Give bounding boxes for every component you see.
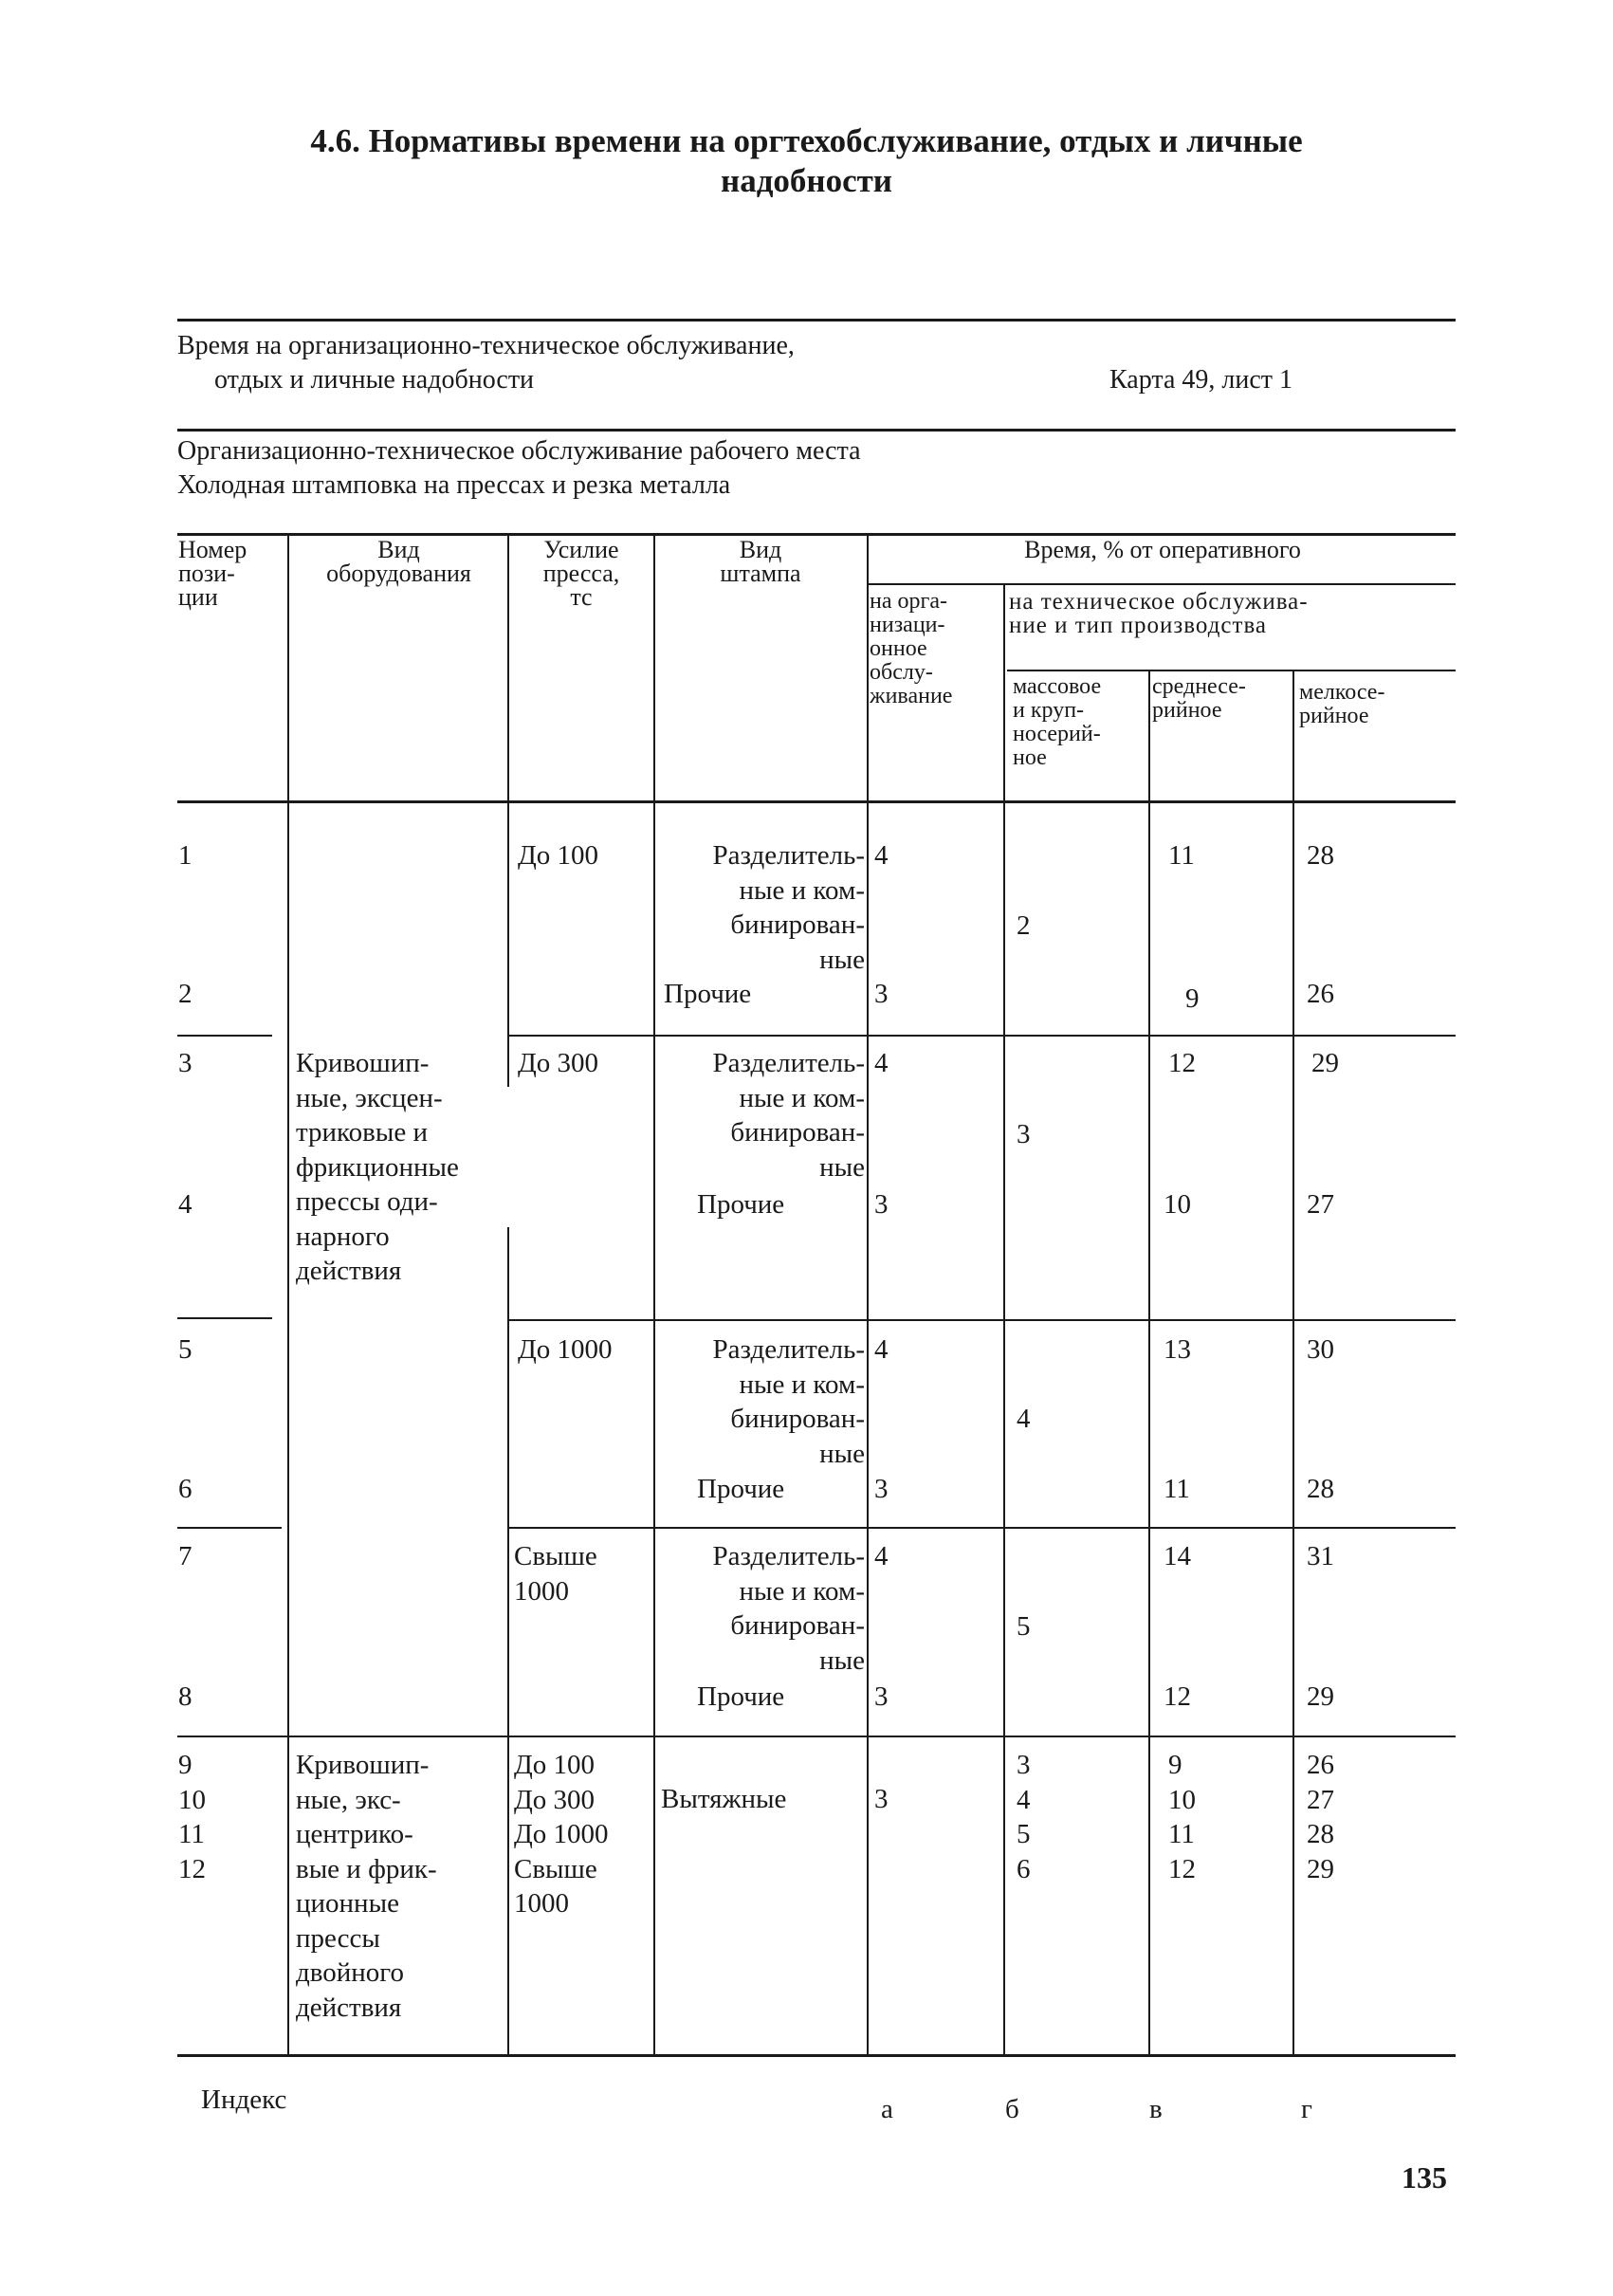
- die-2: Прочие: [664, 979, 752, 1009]
- header-bottom-rule: [177, 800, 1456, 803]
- die-6: Прочие: [697, 1474, 785, 1504]
- row-separator-pos: [177, 1317, 272, 1319]
- small-8: 29: [1307, 1681, 1334, 1712]
- index-label: Индекс: [201, 2085, 287, 2115]
- position-7: 7: [178, 1541, 192, 1571]
- page-title-line1: 4.6. Нормативы времени на оргтехобслуживание, отдых и личные: [310, 122, 1303, 159]
- column-line: [507, 533, 509, 1087]
- row-separator: [507, 1527, 1456, 1529]
- small-9-12: 26 27 28 29: [1307, 1750, 1334, 1884]
- medium-3: 12: [1168, 1048, 1196, 1078]
- medium-2: 9: [1185, 983, 1200, 1014]
- org-5: 4: [874, 1334, 889, 1365]
- org-9-12: 3: [874, 1784, 889, 1814]
- column-line: [653, 533, 655, 2054]
- org-2: 3: [874, 979, 889, 1009]
- time-subheader-rule: [867, 583, 1456, 585]
- column-line: [1148, 670, 1150, 2054]
- row-separator-pos: [177, 1035, 272, 1037]
- header-org-service: на орга- низаци- онное обслу- живание: [870, 589, 953, 708]
- org-8: 3: [874, 1681, 889, 1712]
- page-title: [0, 121, 1613, 201]
- org-1: 4: [874, 840, 889, 871]
- row-separator: [507, 1319, 1456, 1321]
- position-4: 4: [178, 1189, 192, 1220]
- org-3: 4: [874, 1048, 889, 1078]
- page-number: 135: [1402, 2160, 1447, 2195]
- page-title-line2: надобности: [721, 162, 892, 199]
- position-3: 3: [178, 1048, 192, 1078]
- card-subtitle-line2: Холодная штамповка на прессах и резка металла: [177, 470, 731, 500]
- medium-7: 14: [1164, 1541, 1191, 1571]
- die-7: Разделитель- ные и ком- бинирован- ные: [712, 1541, 865, 1676]
- small-7: 31: [1307, 1541, 1334, 1571]
- header-die: Вид штампа: [720, 536, 801, 587]
- small-5: 30: [1307, 1334, 1334, 1365]
- production-type-rule: [1007, 670, 1456, 671]
- die-8: Прочие: [697, 1681, 785, 1712]
- position-6: 6: [178, 1474, 192, 1504]
- small-6: 28: [1307, 1474, 1334, 1504]
- row-separator: [177, 1736, 1456, 1737]
- position-8: 8: [178, 1681, 192, 1712]
- forces-9-12: До 100 До 300 До 1000 Свыше 1000: [514, 1750, 609, 1919]
- org-4: 3: [874, 1189, 889, 1220]
- index-b: б: [1005, 2094, 1019, 2124]
- header-small-production: мелкосе- рийное: [1299, 680, 1385, 728]
- die-5: Разделитель- ные и ком- бинирован- ные: [712, 1334, 865, 1469]
- medium-4: 10: [1164, 1189, 1191, 1220]
- card-heading-rule: [177, 429, 1456, 432]
- position-1: 1: [178, 840, 192, 871]
- die-1: Разделитель- ные и ком- бинирован- ные: [712, 840, 865, 975]
- card-heading-line2: отдых и личные надобности: [214, 365, 535, 395]
- column-line: [867, 533, 869, 2054]
- mass-1-2: 2: [1017, 910, 1031, 941]
- small-1: 28: [1307, 840, 1334, 871]
- column-line: [507, 1227, 509, 2054]
- card-top-rule: [177, 319, 1456, 321]
- force-3: До 300: [518, 1048, 599, 1078]
- row-separator-pos: [177, 1527, 282, 1529]
- equipment-double-action: Кривошип- ные, экс- центрико- вые и фрик- ционные прессы двойного действия: [296, 1750, 437, 2023]
- small-2: 26: [1307, 979, 1334, 1009]
- medium-9-12: 9 10 11 12: [1168, 1750, 1196, 1884]
- header-position: Номер пози- ции: [178, 536, 247, 611]
- header-force: Усилие пресса, тс: [542, 536, 620, 611]
- column-line: [287, 533, 289, 2054]
- medium-5: 13: [1164, 1334, 1191, 1365]
- force-7: Свыше 1000: [514, 1541, 597, 1607]
- column-line: [1292, 670, 1294, 2054]
- small-4: 27: [1307, 1189, 1334, 1220]
- header-tech-service: на техническое обслужива- ние и тип производства: [1009, 589, 1309, 638]
- mass-5-6: 4: [1017, 1404, 1031, 1434]
- header-medium-production: среднесе- рийное: [1152, 674, 1246, 723]
- die-4: Прочие: [697, 1189, 785, 1220]
- card-subtitle-line1: Организационно-техническое обслуживание рабочего места: [177, 436, 861, 466]
- equipment-single-action: Кривошип- ные, эксцен- триковые и фрикционные прессы оди- нарного действия: [296, 1048, 459, 1286]
- table-bottom-rule: [177, 2054, 1456, 2057]
- header-equipment: Вид оборудования: [326, 536, 471, 587]
- org-7: 4: [874, 1541, 889, 1571]
- index-v: в: [1149, 2094, 1163, 2124]
- die-9-12: Вытяжные: [661, 1784, 787, 1814]
- header-time: Время, % от оперативного: [1024, 536, 1301, 563]
- index-g: г: [1301, 2094, 1312, 2124]
- medium-1: 11: [1168, 840, 1195, 871]
- force-1: До 100: [518, 840, 599, 871]
- org-6: 3: [874, 1474, 889, 1504]
- die-3: Разделитель- ные и ком- бинирован- ные: [712, 1048, 865, 1183]
- force-5: До 1000: [518, 1334, 613, 1365]
- mass-9-12: 3 4 5 6: [1017, 1750, 1031, 1884]
- mass-3-4: 3: [1017, 1119, 1031, 1149]
- column-line: [1003, 583, 1005, 2054]
- position-2: 2: [178, 979, 192, 1009]
- mass-7-8: 5: [1017, 1611, 1031, 1642]
- row-separator: [507, 1035, 1456, 1037]
- header-mass-production: массовое и круп- носерий- ное: [1013, 674, 1102, 770]
- card-reference: Карта 49, лист 1: [1109, 365, 1292, 395]
- positions-9-12: 9 10 11 12: [178, 1750, 206, 1884]
- small-3: 29: [1311, 1048, 1339, 1078]
- index-a: а: [881, 2094, 893, 2124]
- medium-8: 12: [1164, 1681, 1191, 1712]
- medium-6: 11: [1164, 1474, 1190, 1504]
- card-heading-line1: Время на организационно-техническое обслуживание,: [177, 331, 795, 360]
- position-5: 5: [178, 1334, 192, 1365]
